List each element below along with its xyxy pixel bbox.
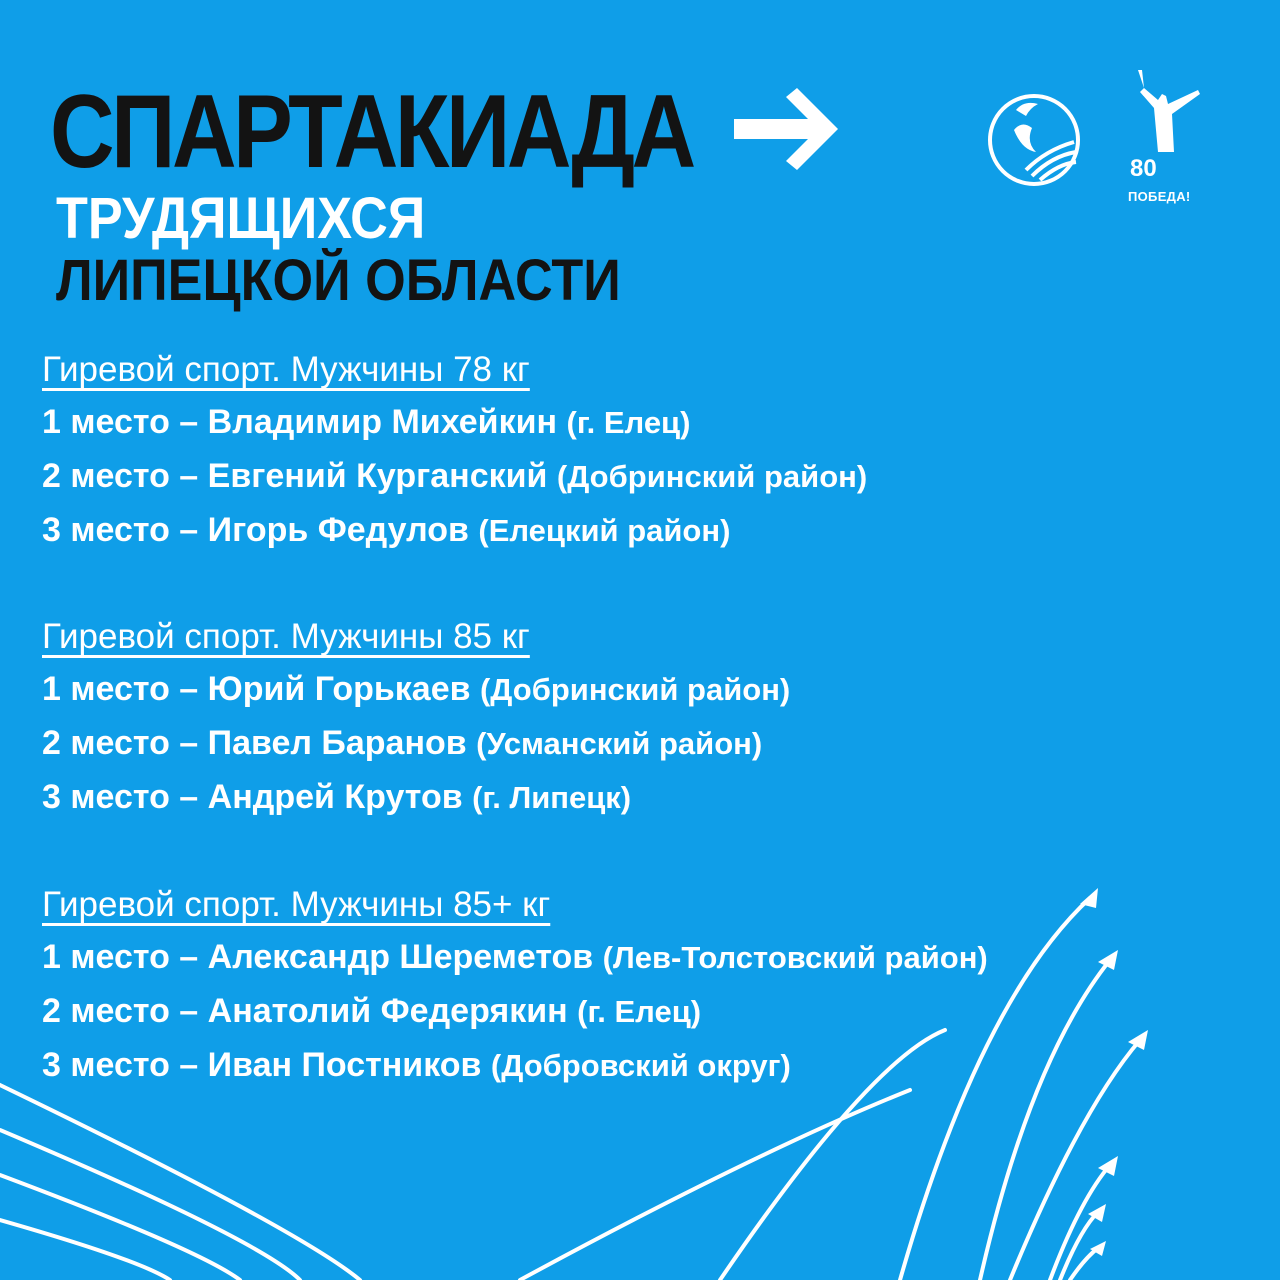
- dash-separator: –: [169, 1046, 208, 1084]
- dash-separator: –: [169, 457, 208, 495]
- sport-emblem-icon: [986, 90, 1082, 190]
- athlete-name: Евгений Курганский: [207, 457, 548, 495]
- place-label: 3 место: [42, 778, 170, 816]
- athlete-organization: (Добринский район): [479, 672, 791, 707]
- event-subtitle-line1: ТРУДЯЩИХСЯ: [56, 186, 426, 251]
- athlete-name: Иван Постников: [207, 1046, 482, 1084]
- result-group-85plus-kg: [42, 880, 1262, 1092]
- place-label: 1 место: [42, 938, 170, 976]
- place-label: 2 место: [42, 724, 170, 762]
- place-row: [42, 930, 1262, 984]
- place-row: [42, 449, 1262, 503]
- dash-separator: –: [169, 511, 208, 549]
- place-label: 1 место: [42, 403, 170, 441]
- place-row: [42, 503, 1262, 557]
- athlete-name: Игорь Федулов: [207, 511, 469, 549]
- event-subtitle-line2: ЛИПЕЦКОЙ ОБЛАСТИ: [56, 248, 621, 313]
- place-label: 2 место: [42, 457, 170, 495]
- category-heading: Гиревой спорт. Мужчины 85 кг: [42, 617, 530, 656]
- result-group-78kg: [42, 345, 1262, 557]
- dash-separator: –: [169, 778, 208, 816]
- dash-separator: –: [169, 992, 208, 1030]
- place-row: [42, 662, 1262, 716]
- place-row: [42, 770, 1262, 824]
- dash-separator: –: [169, 670, 208, 708]
- dash-separator: –: [169, 403, 208, 441]
- athlete-organization: (Добринский район): [556, 459, 868, 494]
- athlete-organization: (г. Елец): [566, 405, 691, 440]
- athlete-organization: (Елецкий район): [478, 513, 731, 548]
- result-group-85kg: [42, 612, 1262, 824]
- athlete-organization: (Лев-Толстовский район): [602, 940, 988, 975]
- athlete-organization: (г. Елец): [577, 994, 702, 1029]
- place-label: 2 место: [42, 992, 170, 1030]
- athlete-organization: (г. Липецк): [472, 780, 632, 815]
- place-row: [42, 395, 1262, 449]
- place-row: [42, 716, 1262, 770]
- category-heading: Гиревой спорт. Мужчины 78 кг: [42, 350, 530, 389]
- event-title: СПАРТАКИАДА: [50, 74, 693, 190]
- victory-caption: ПОБЕДА!: [1128, 189, 1191, 204]
- place-row: [42, 1038, 1262, 1092]
- athlete-name: Владимир Михейкин: [207, 403, 558, 441]
- victory-80-number: 80: [1130, 155, 1157, 182]
- athlete-organization: (Усманский район): [476, 726, 763, 761]
- arrow-right-icon: [734, 88, 850, 170]
- place-row: [42, 984, 1262, 1038]
- athlete-name: Юрий Горькаев: [207, 670, 471, 708]
- athlete-name: Андрей Крутов: [207, 778, 463, 816]
- athlete-name: Александр Шереметов: [207, 938, 594, 976]
- athlete-organization: (Добровский округ): [490, 1048, 791, 1083]
- place-label: 3 место: [42, 511, 170, 549]
- place-label: 1 место: [42, 670, 170, 708]
- athlete-name: Анатолий Федерякин: [207, 992, 568, 1030]
- dash-separator: –: [169, 724, 208, 762]
- athlete-name: Павел Баранов: [207, 724, 467, 762]
- place-label: 3 место: [42, 1046, 170, 1084]
- category-heading: Гиревой спорт. Мужчины 85+ кг: [42, 885, 551, 924]
- dash-separator: –: [169, 938, 208, 976]
